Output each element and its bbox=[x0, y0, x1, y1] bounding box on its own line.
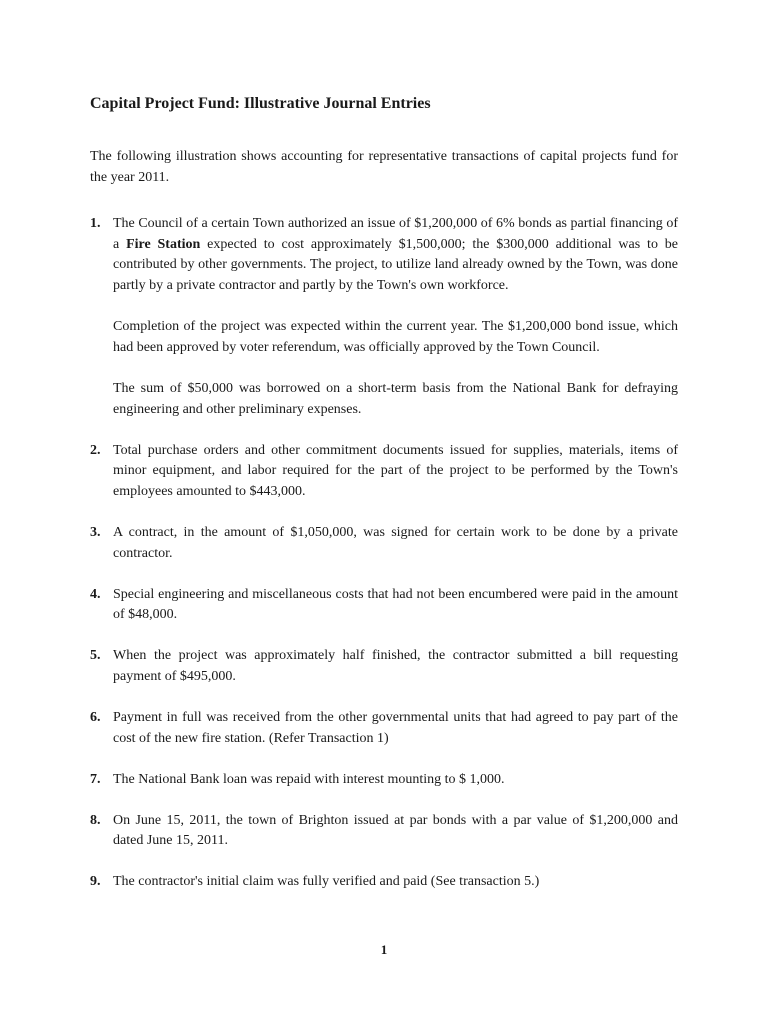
item-text: A contract, in the amount of $1,050,000, was signed for certain work to be done by a private contractor. bbox=[113, 524, 678, 561]
list-item-9 bbox=[90, 872, 678, 893]
transaction-list bbox=[90, 214, 678, 893]
list-item-7 bbox=[90, 770, 678, 791]
item-number: 9. bbox=[90, 874, 101, 890]
page-number: 1 bbox=[380, 942, 388, 957]
fire-station-bold: Fire Station bbox=[126, 236, 201, 252]
item-1-paragraph-1 bbox=[113, 214, 678, 296]
item-number: 4. bbox=[90, 586, 101, 602]
item-text: The National Bank loan was repaid with interest mounting to $ 1,000. bbox=[113, 771, 505, 787]
item-number: 3. bbox=[90, 524, 101, 540]
item-1-text-after: expected to cost approximately $1,500,000; the $300,000 additional was to be contributed by other governments. The project, to utilize land already owned by the Town, was done partly by a private contractor and partly by the Town's own workforce. bbox=[113, 236, 678, 293]
list-item-8 bbox=[90, 811, 678, 852]
item-text: On June 15, 2011, the town of Brighton issued at par bonds with a par value of $1,200,000 and dated June 15, 2011. bbox=[113, 812, 678, 849]
document-page bbox=[90, 94, 678, 914]
item-text: Special engineering and miscellaneous costs that had not been encumbered were paid in the amount of $48,000. bbox=[113, 586, 678, 623]
item-number: 5. bbox=[90, 648, 101, 664]
item-text: The contractor's initial claim was fully verified and paid (See transaction 5.) bbox=[113, 874, 540, 890]
list-item-4 bbox=[90, 585, 678, 626]
list-item-6 bbox=[90, 708, 678, 749]
list-item-5 bbox=[90, 646, 678, 687]
list-item-1 bbox=[90, 214, 678, 420]
item-1-paragraph-3: The sum of $50,000 was borrowed on a short-term basis from the National Bank for defraying engineering and other preliminary expenses. bbox=[113, 380, 678, 417]
item-text: When the project was approximately half finished, the contractor submitted a bill requesting payment of $495,000. bbox=[113, 648, 678, 684]
item-number: 2. bbox=[90, 442, 101, 458]
item-text: Total purchase orders and other commitment documents issued for supplies, materials, items of minor equipment, and labor required for the part of the project to be performed by the Town's employees amounted to $443,000. bbox=[113, 442, 678, 499]
item-number: 1. bbox=[90, 216, 101, 232]
item-1-paragraph-2: Completion of the project was expected within the current year. The $1,200,000 bond issue, which had been approved by voter referendum, was officially approved by the Town Council. bbox=[113, 319, 678, 355]
item-text: Payment in full was received from the other governmental units that had agreed to pay part of the cost of the new fire station. (Refer Transaction 1) bbox=[113, 709, 678, 746]
intro-paragraph: The following illustration shows accounting for representative transactions of capital projects fund for the year 2011. bbox=[90, 149, 678, 185]
item-number: 6. bbox=[90, 709, 101, 725]
list-item-3 bbox=[90, 523, 678, 564]
page-title: Capital Project Fund: Illustrative Journal Entries bbox=[90, 95, 431, 112]
item-number: 7. bbox=[90, 771, 101, 787]
list-item-2 bbox=[90, 441, 678, 503]
item-1-text-before: The Council of a certain Town authorized an issue of $1,200,000 of 6% bonds as partial financing of a bbox=[113, 216, 678, 252]
item-number: 8. bbox=[90, 812, 101, 828]
